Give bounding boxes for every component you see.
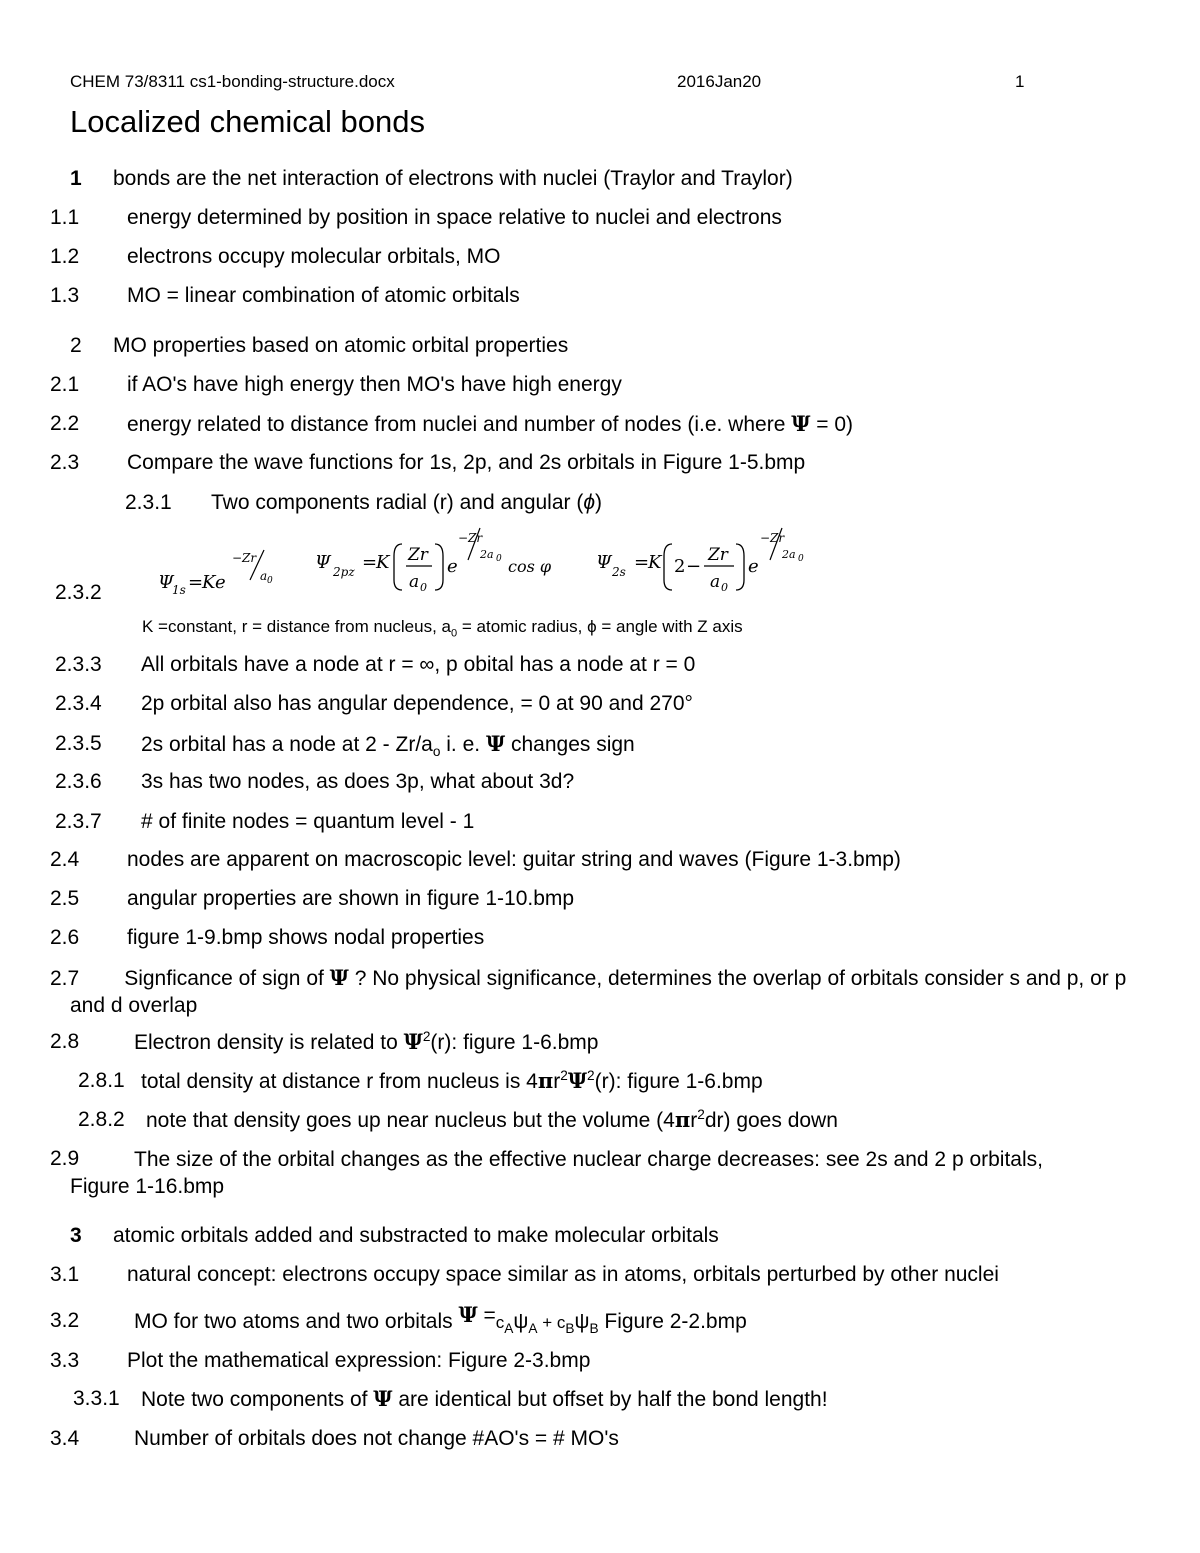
page-title: Localized chemical bonds <box>70 104 425 139</box>
equation-psi-1s <box>158 550 273 597</box>
header-date: 2016Jan20 <box>677 72 762 91</box>
svg-text:Ψ: Ψ <box>315 552 331 573</box>
svg-text:e: e <box>748 556 759 577</box>
list-item-text: The size of the orbital changes as the effective nuclear charge decreases: see 2s and 2 p orbitals, Figure 1-16.bmp <box>70 1148 1043 1198</box>
svg-text:−Zr: −Zr <box>232 551 257 565</box>
svg-text:2s: 2s <box>612 565 626 579</box>
svg-text:0: 0 <box>267 576 273 586</box>
svg-text:0: 0 <box>798 554 804 564</box>
svg-text:Zr: Zr <box>708 545 728 565</box>
svg-text:cos φ: cos φ <box>508 557 552 576</box>
svg-text:0: 0 <box>721 581 728 594</box>
svg-text:−Zr: −Zr <box>458 531 483 545</box>
item-number: 2.7 <box>50 967 80 990</box>
svg-text:2a: 2a <box>480 548 494 561</box>
equation-definitions: K =constant, r = distance from nucleus, $a_0$ = atomic radius, ϕ = angle with Z axis <box>142 617 743 640</box>
header-page-number: 1 <box>1015 72 1025 91</box>
svg-text:K: K <box>648 552 662 573</box>
svg-text:−Zr: −Zr <box>760 531 785 545</box>
wavefunction-equations <box>150 520 850 605</box>
svg-text:Ke: Ke <box>202 572 226 593</box>
document-page: CHEM 73/8311 cs1-bonding-structure.docx 2016Jan20 1 Localized chemical bonds 1 bonds are the net interaction of electrons with nuclei (Traylor and Traylor) 1.1 energy determined by position in space relative to nuclei and electrons 1.2 electrons occupy molecular orbitals, MO 1.3 MO = linear combination of atomic orbitals 2 MO properties based on atomic orbital properties 2.1 if AO's have high energy then MO's have high energy 2.2 energy related to distance from nuclei and number of nodes (i.e. where Ψ = 0) 2.3 Compare the wave functions for 1s, 2p, and 2s orbitals in Figure 1-5.bmp 2.3.1 Two components radial (r) and angular (ϕ) 2.3.2 Ψ 1s = Ke −Zr a 0 Ψ 2pz = K Zr a 0 e −Zr 2a 0 cos φ Ψ 2s = K 2 − Zr a 0 e −Zr 2a 0 K =constant, r = distance from nucleus, $a_0$ = atomic radius, ϕ = angle with Z axis 2.3.3 All orbitals have a node at r = ∞, p obital has a node at r = 0 2.3.4 2p orbital also has angular dependence, = 0 at 90 and 270° 2.3.5 2s orbital has a node at $2 - Zr/a_o$ i. e. Ψ changes sign 2.3.6 3s has two nodes, as does 3p, what about 3d? 2.3.7 # of finite nodes = quantum level - 1 2.4 nodes are apparent on macroscopic level: guitar string and waves (Figure 1-3.bmp) 2.5 angular properties are shown in figure 1-10.bmp 2.6 figure 1-9.bmp shows nodal properties 2.7 Signficance of sign of Ψ ? No physical significance, determines the overlap of orbitals consider s and p, or p and d overlap 2.8 Electron density is related to $\Psi^2(r)$: figure 1-6.bmp 2.8.1 total density at distance r from nucleus is $4\pi r^2\Psi^2(r)$: figure 1-6.bmp 2.8.2 note that density goes up near nucleus but the volume $(4\pi r^2dr)$ goes down 2.9 The size of the orbital changes as the effective nuclear charge decreases: see 2s and 2 p orbitals, Figure 1-16.bmp 3 atomic orbitals added and substracted to make molecular orbitals 3.1 natural concept: electrons occupy space similar as in atoms, orbitals perturbed by other nuclei 3.2 MO for two atoms and two orbitals $\Psi =c_A\psi_A + c_B\psi_B$ Figure 2-2.bmp 3.3 Plot the mathematical expression: Figure 2-3.bmp 3.3.1 Note two components of Ψ are identical but offset by half the bond length! 3.4 Number of orbitals does not change #AO's = # MO's <box>0 0 1200 1553</box>
svg-text:0: 0 <box>496 554 502 564</box>
svg-text:a: a <box>409 572 420 592</box>
svg-text:=: = <box>188 572 204 593</box>
svg-text:0: 0 <box>420 581 427 594</box>
svg-text:Zr: Zr <box>408 545 428 565</box>
svg-text:2pz: 2pz <box>333 565 355 579</box>
svg-text:a: a <box>260 569 268 583</box>
list-item: 2.7 Signficance of sign of Ψ ? No physical significance, determines the overlap of orbitals consider s and p, or p and d overlap <box>50 965 1127 1017</box>
svg-text:−: − <box>686 556 702 577</box>
svg-text:Ψ: Ψ <box>596 552 612 573</box>
svg-text:Ψ: Ψ <box>158 572 174 593</box>
svg-text:1s: 1s <box>172 583 186 597</box>
svg-text:=: = <box>634 552 650 573</box>
svg-text:e: e <box>447 556 458 577</box>
svg-text:2: 2 <box>674 556 686 577</box>
header-course: CHEM 73/8311 cs1-bonding-structure.docx <box>70 72 395 91</box>
svg-text:a: a <box>710 572 721 592</box>
equation-psi-2s <box>596 528 804 594</box>
svg-text:K: K <box>376 552 390 573</box>
svg-text:=: = <box>362 552 378 573</box>
equation-psi-2pz <box>315 528 552 594</box>
svg-text:2a: 2a <box>782 548 796 561</box>
